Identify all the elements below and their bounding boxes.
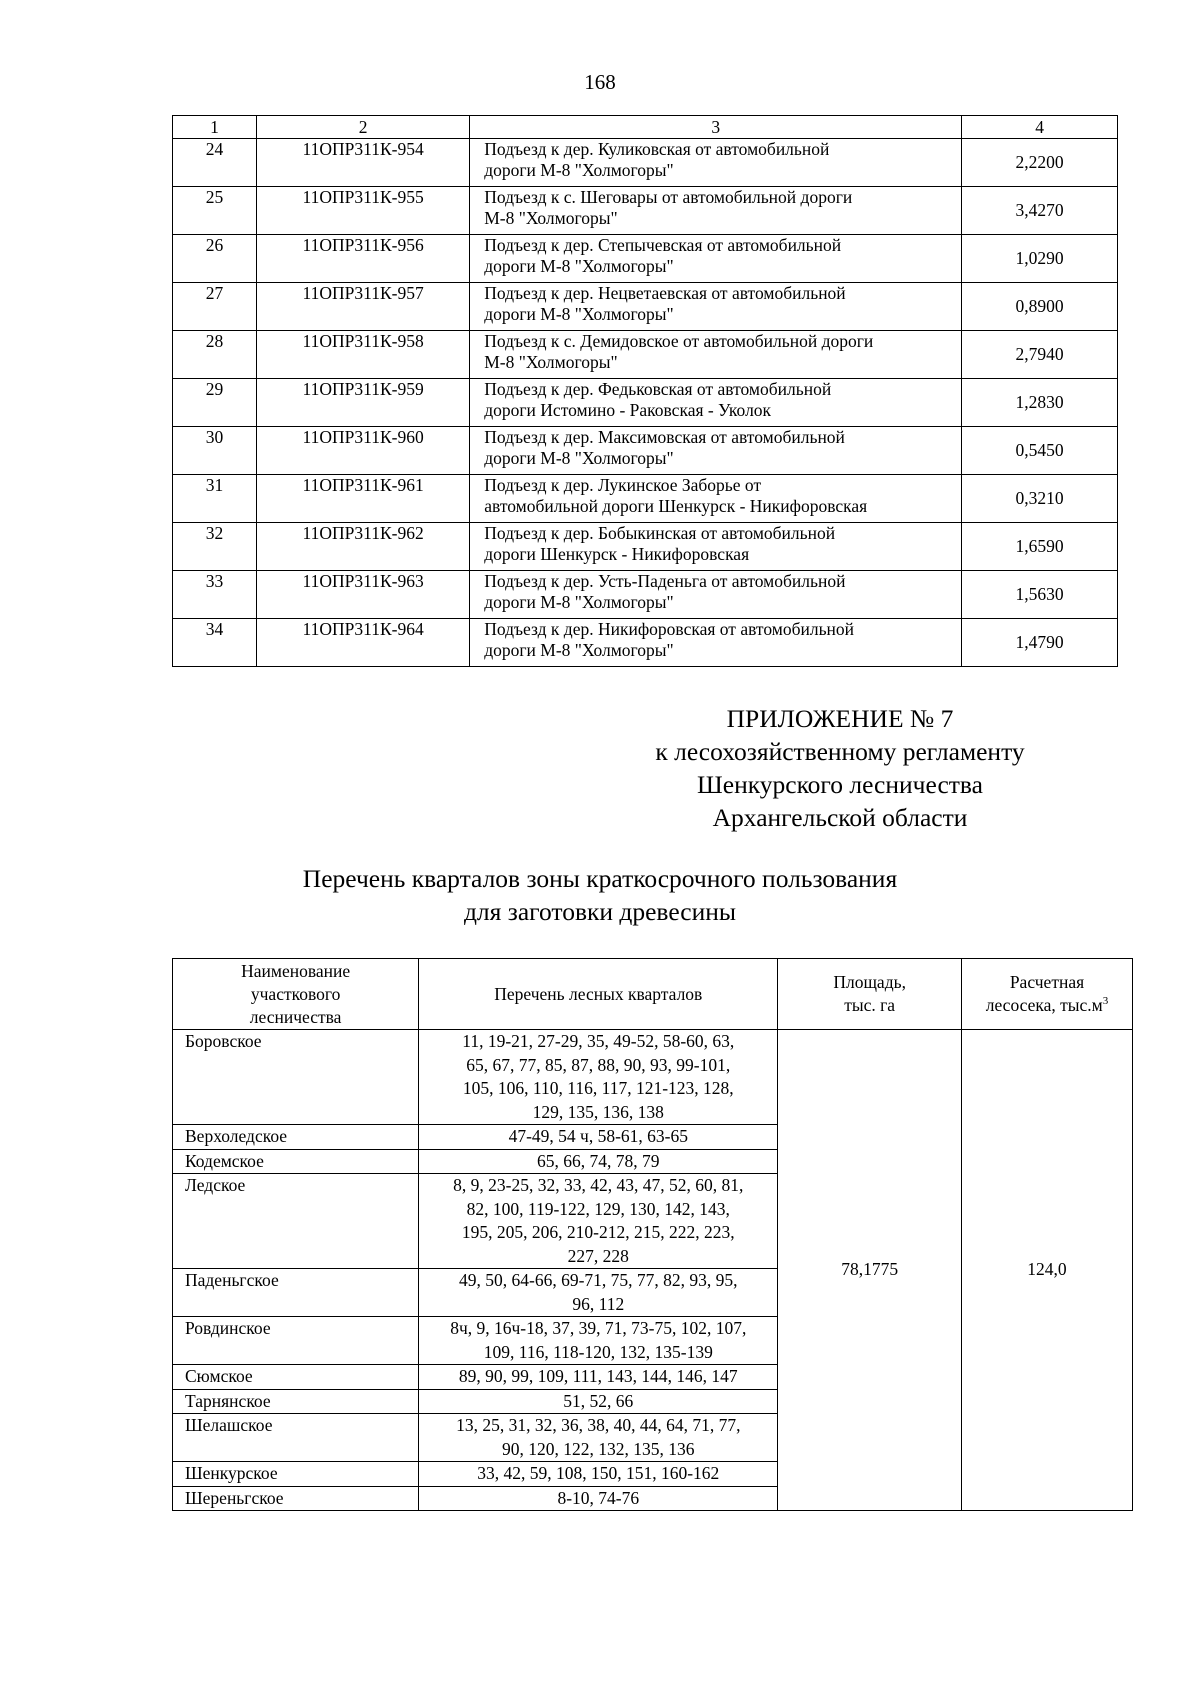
road-length: 2,2200 bbox=[962, 139, 1118, 187]
roads-header-col2: 2 bbox=[257, 116, 470, 139]
row-number: 25 bbox=[173, 187, 257, 235]
forestry-name: Шелашское bbox=[173, 1414, 419, 1462]
road-name bbox=[470, 187, 962, 235]
road-length: 0,8900 bbox=[962, 283, 1118, 331]
forestry-name: Ровдинское bbox=[173, 1317, 419, 1365]
row-number: 31 bbox=[173, 475, 257, 523]
quarters-header-forestry bbox=[173, 959, 419, 1030]
quarter-list-line: 105, 106, 110, 116, 117, 121-123, 128, bbox=[462, 1078, 734, 1098]
road-code: 11ОПР311К-956 bbox=[257, 235, 470, 283]
road-name bbox=[470, 475, 962, 523]
road-name bbox=[470, 427, 962, 475]
road-name-line-2: дороги М-8 "Холмогоры" bbox=[484, 304, 674, 324]
quarters-header-list: Перечень лесных кварталов bbox=[419, 959, 778, 1030]
road-name-line-1: Подъезд к дер. Никифоровская от автомобильной bbox=[484, 619, 855, 639]
table-row bbox=[173, 139, 1118, 187]
appendix-line-2: к лесохозяйственному регламенту bbox=[655, 737, 1025, 766]
road-name bbox=[470, 139, 962, 187]
quarter-list-line: 96, 112 bbox=[572, 1293, 625, 1314]
road-name bbox=[470, 331, 962, 379]
appendix-line-1: ПРИЛОЖЕНИЕ № 7 bbox=[726, 704, 954, 733]
road-code: 11ОПР311К-954 bbox=[257, 139, 470, 187]
quarter-list-line: 8-10, 74-76 bbox=[557, 1487, 640, 1508]
header-text: участкового bbox=[250, 983, 341, 1004]
road-name-line-2: дороги М-8 "Холмогоры" bbox=[484, 160, 674, 180]
header-text-main: лесосека, тыс.м bbox=[985, 995, 1103, 1015]
quarter-list bbox=[419, 1030, 778, 1125]
quarter-list-line: 89, 90, 99, 109, 111, 143, 144, 146, 147 bbox=[458, 1366, 738, 1386]
quarter-list bbox=[419, 1462, 778, 1487]
road-name bbox=[470, 619, 962, 667]
road-name-line-2: автомобильной дороги Шенкурск - Никифоровская bbox=[484, 496, 868, 516]
row-number: 27 bbox=[173, 283, 257, 331]
table-row bbox=[173, 427, 1118, 475]
road-code: 11ОПР311К-957 bbox=[257, 283, 470, 331]
quarter-list-line: 47-49, 54 ч, 58-61, 63-65 bbox=[508, 1126, 688, 1146]
quarter-list-line: 227, 228 bbox=[567, 1245, 629, 1266]
quarter-list-line: 109, 116, 118-120, 132, 135-139 bbox=[483, 1341, 713, 1362]
road-name-line-1: Подъезд к дер. Куликовская от автомобильной bbox=[484, 139, 830, 159]
road-name bbox=[470, 571, 962, 619]
road-code: 11ОПР311К-955 bbox=[257, 187, 470, 235]
table-row bbox=[173, 619, 1118, 667]
road-name-line-1: Подъезд к дер. Лукинское Заборье от bbox=[484, 475, 762, 495]
forestry-name: Шенкурское bbox=[173, 1462, 419, 1487]
forestry-name: Шереньгское bbox=[173, 1486, 419, 1511]
road-length: 0,3210 bbox=[962, 475, 1118, 523]
quarter-list-line: 8ч, 9, 16ч-18, 37, 39, 71, 73-75, 102, 107, bbox=[450, 1318, 747, 1338]
row-number: 30 bbox=[173, 427, 257, 475]
roads-table bbox=[172, 115, 1118, 667]
road-name-line-1: Подъезд к дер. Максимовская от автомобильной bbox=[484, 427, 845, 447]
row-number: 24 bbox=[173, 139, 257, 187]
cut-total: 124,0 bbox=[961, 1030, 1132, 1511]
quarter-list-line: 129, 135, 136, 138 bbox=[532, 1101, 664, 1122]
quarter-list-line: 195, 205, 206, 210-212, 215, 222, 223, bbox=[461, 1222, 735, 1242]
quarter-list-line: 65, 66, 74, 78, 79 bbox=[537, 1150, 660, 1171]
road-code: 11ОПР311К-959 bbox=[257, 379, 470, 427]
forestry-name: Паденьгское bbox=[173, 1269, 419, 1317]
road-length: 0,5450 bbox=[962, 427, 1118, 475]
header-text: Наименование bbox=[241, 960, 351, 981]
road-name bbox=[470, 523, 962, 571]
forestry-name: Кодемское bbox=[173, 1149, 419, 1174]
appendix-line-3: Шенкурского лесничества bbox=[697, 770, 983, 799]
road-name-line-2: дороги Шенкурск - Никифоровская bbox=[484, 544, 750, 564]
road-length: 1,4790 bbox=[962, 619, 1118, 667]
road-name-line-2: дороги М-8 "Холмогоры" bbox=[484, 256, 674, 276]
road-name-line-1: Подъезд к дер. Усть-Паденьга от автомобильной bbox=[484, 571, 846, 591]
quarter-list-line: 11, 19-21, 27-29, 35, 49-52, 58-60, 63, bbox=[462, 1031, 735, 1051]
road-name-line-1: Подъезд к с. Шеговары от автомобильной дороги bbox=[484, 187, 853, 207]
list-title-line-2: для заготовки древесины bbox=[463, 897, 737, 926]
road-code: 11ОПР311К-961 bbox=[257, 475, 470, 523]
road-code: 11ОПР311К-962 bbox=[257, 523, 470, 571]
table-row bbox=[173, 475, 1118, 523]
roads-header-col1: 1 bbox=[173, 116, 257, 139]
area-total: 78,1775 bbox=[778, 1030, 962, 1511]
quarter-list-line: 51, 52, 66 bbox=[563, 1390, 634, 1411]
quarters-header-cut bbox=[961, 959, 1132, 1030]
table-row bbox=[173, 1030, 1133, 1125]
road-name-line-2: дороги М-8 "Холмогоры" bbox=[484, 640, 674, 660]
road-code: 11ОПР311К-964 bbox=[257, 619, 470, 667]
road-length: 1,2830 bbox=[962, 379, 1118, 427]
quarter-list-line: 13, 25, 31, 32, 36, 38, 40, 44, 64, 71, 77, bbox=[456, 1415, 741, 1435]
road-name bbox=[470, 379, 962, 427]
quarter-list-line: 65, 67, 77, 85, 87, 88, 90, 93, 99-101, bbox=[466, 1054, 731, 1075]
forestry-name: Верхоледское bbox=[173, 1125, 419, 1150]
road-length: 2,7940 bbox=[962, 331, 1118, 379]
road-name-line-1: Подъезд к дер. Бобыкинская от автомобильной bbox=[484, 523, 836, 543]
road-code: 11ОПР311К-960 bbox=[257, 427, 470, 475]
quarter-list bbox=[419, 1365, 778, 1390]
road-code: 11ОПР311К-958 bbox=[257, 331, 470, 379]
forestry-name: Тарнянское bbox=[173, 1389, 419, 1414]
quarter-list bbox=[419, 1269, 778, 1317]
quarter-list bbox=[419, 1389, 778, 1414]
header-text: лесничества bbox=[249, 1006, 342, 1027]
forestry-name: Ледское bbox=[173, 1174, 419, 1269]
road-name-line-2: М-8 "Холмогоры" bbox=[484, 352, 618, 372]
table-row bbox=[173, 331, 1118, 379]
row-number: 28 bbox=[173, 331, 257, 379]
quarter-list bbox=[419, 1414, 778, 1462]
list-title bbox=[150, 862, 1050, 928]
appendix-heading bbox=[560, 702, 1120, 834]
appendix-line-4: Архангельской области bbox=[712, 803, 968, 832]
page-number: 168 bbox=[584, 70, 616, 94]
quarter-list-line: 49, 50, 64-66, 69-71, 75, 77, 82, 93, 95, bbox=[459, 1270, 738, 1290]
road-name-line-2: дороги Истомино - Раковская - Уколок bbox=[484, 400, 772, 420]
table-row bbox=[173, 283, 1118, 331]
road-name-line-1: Подъезд к с. Демидовское от автомобильной дороги bbox=[484, 331, 874, 351]
table-row bbox=[173, 523, 1118, 571]
forestry-name: Сюмское bbox=[173, 1365, 419, 1390]
road-name-line-2: дороги М-8 "Холмогоры" bbox=[484, 592, 674, 612]
road-name-line-1: Подъезд к дер. Нецветаевская от автомобильной bbox=[484, 283, 846, 303]
quarter-list bbox=[419, 1149, 778, 1174]
roads-header-col4: 4 bbox=[962, 116, 1118, 139]
forestry-name: Боровское bbox=[173, 1030, 419, 1125]
quarter-list bbox=[419, 1125, 778, 1150]
road-length: 1,6590 bbox=[962, 523, 1118, 571]
road-name-line-1: Подъезд к дер. Федьковская от автомобильной bbox=[484, 379, 832, 399]
road-code: 11ОПР311К-963 bbox=[257, 571, 470, 619]
row-number: 32 bbox=[173, 523, 257, 571]
table-row bbox=[173, 235, 1118, 283]
quarter-list bbox=[419, 1486, 778, 1511]
quarters-table-header bbox=[173, 959, 1133, 1030]
road-length: 1,5630 bbox=[962, 571, 1118, 619]
quarter-list-line: 82, 100, 119-122, 129, 130, 142, 143, bbox=[466, 1198, 730, 1219]
quarter-list-line: 90, 120, 122, 132, 135, 136 bbox=[502, 1438, 695, 1459]
list-title-line-1: Перечень кварталов зоны краткосрочного пользования bbox=[302, 864, 898, 893]
row-number: 34 bbox=[173, 619, 257, 667]
roads-header-col3: 3 bbox=[470, 116, 962, 139]
quarter-list-line: 8, 9, 23-25, 32, 33, 42, 43, 47, 52, 60, 81, bbox=[453, 1175, 744, 1195]
table-row bbox=[173, 187, 1118, 235]
quarter-list-line: 33, 42, 59, 108, 150, 151, 160-162 bbox=[477, 1463, 720, 1483]
quarters-header-area bbox=[778, 959, 962, 1030]
road-name-line-2: М-8 "Холмогоры" bbox=[484, 208, 618, 228]
row-number: 29 bbox=[173, 379, 257, 427]
header-text: Площадь, bbox=[833, 972, 906, 992]
header-text: тыс. га bbox=[844, 995, 896, 1015]
road-name bbox=[470, 235, 962, 283]
quarters-table bbox=[172, 958, 1133, 1511]
road-length: 1,0290 bbox=[962, 235, 1118, 283]
row-number: 33 bbox=[173, 571, 257, 619]
quarter-list bbox=[419, 1174, 778, 1269]
roads-table-header bbox=[173, 116, 1118, 139]
table-row bbox=[173, 571, 1118, 619]
quarter-list bbox=[419, 1317, 778, 1365]
road-name-line-1: Подъезд к дер. Степычевская от автомобильной bbox=[484, 235, 842, 255]
row-number: 26 bbox=[173, 235, 257, 283]
superscript: 3 bbox=[1102, 995, 1109, 1007]
header-text: Расчетная bbox=[1009, 972, 1085, 992]
road-name-line-2: дороги М-8 "Холмогоры" bbox=[484, 448, 674, 468]
road-name bbox=[470, 283, 962, 331]
header-text bbox=[962, 994, 1132, 1017]
road-length: 3,4270 bbox=[962, 187, 1118, 235]
table-row bbox=[173, 379, 1118, 427]
